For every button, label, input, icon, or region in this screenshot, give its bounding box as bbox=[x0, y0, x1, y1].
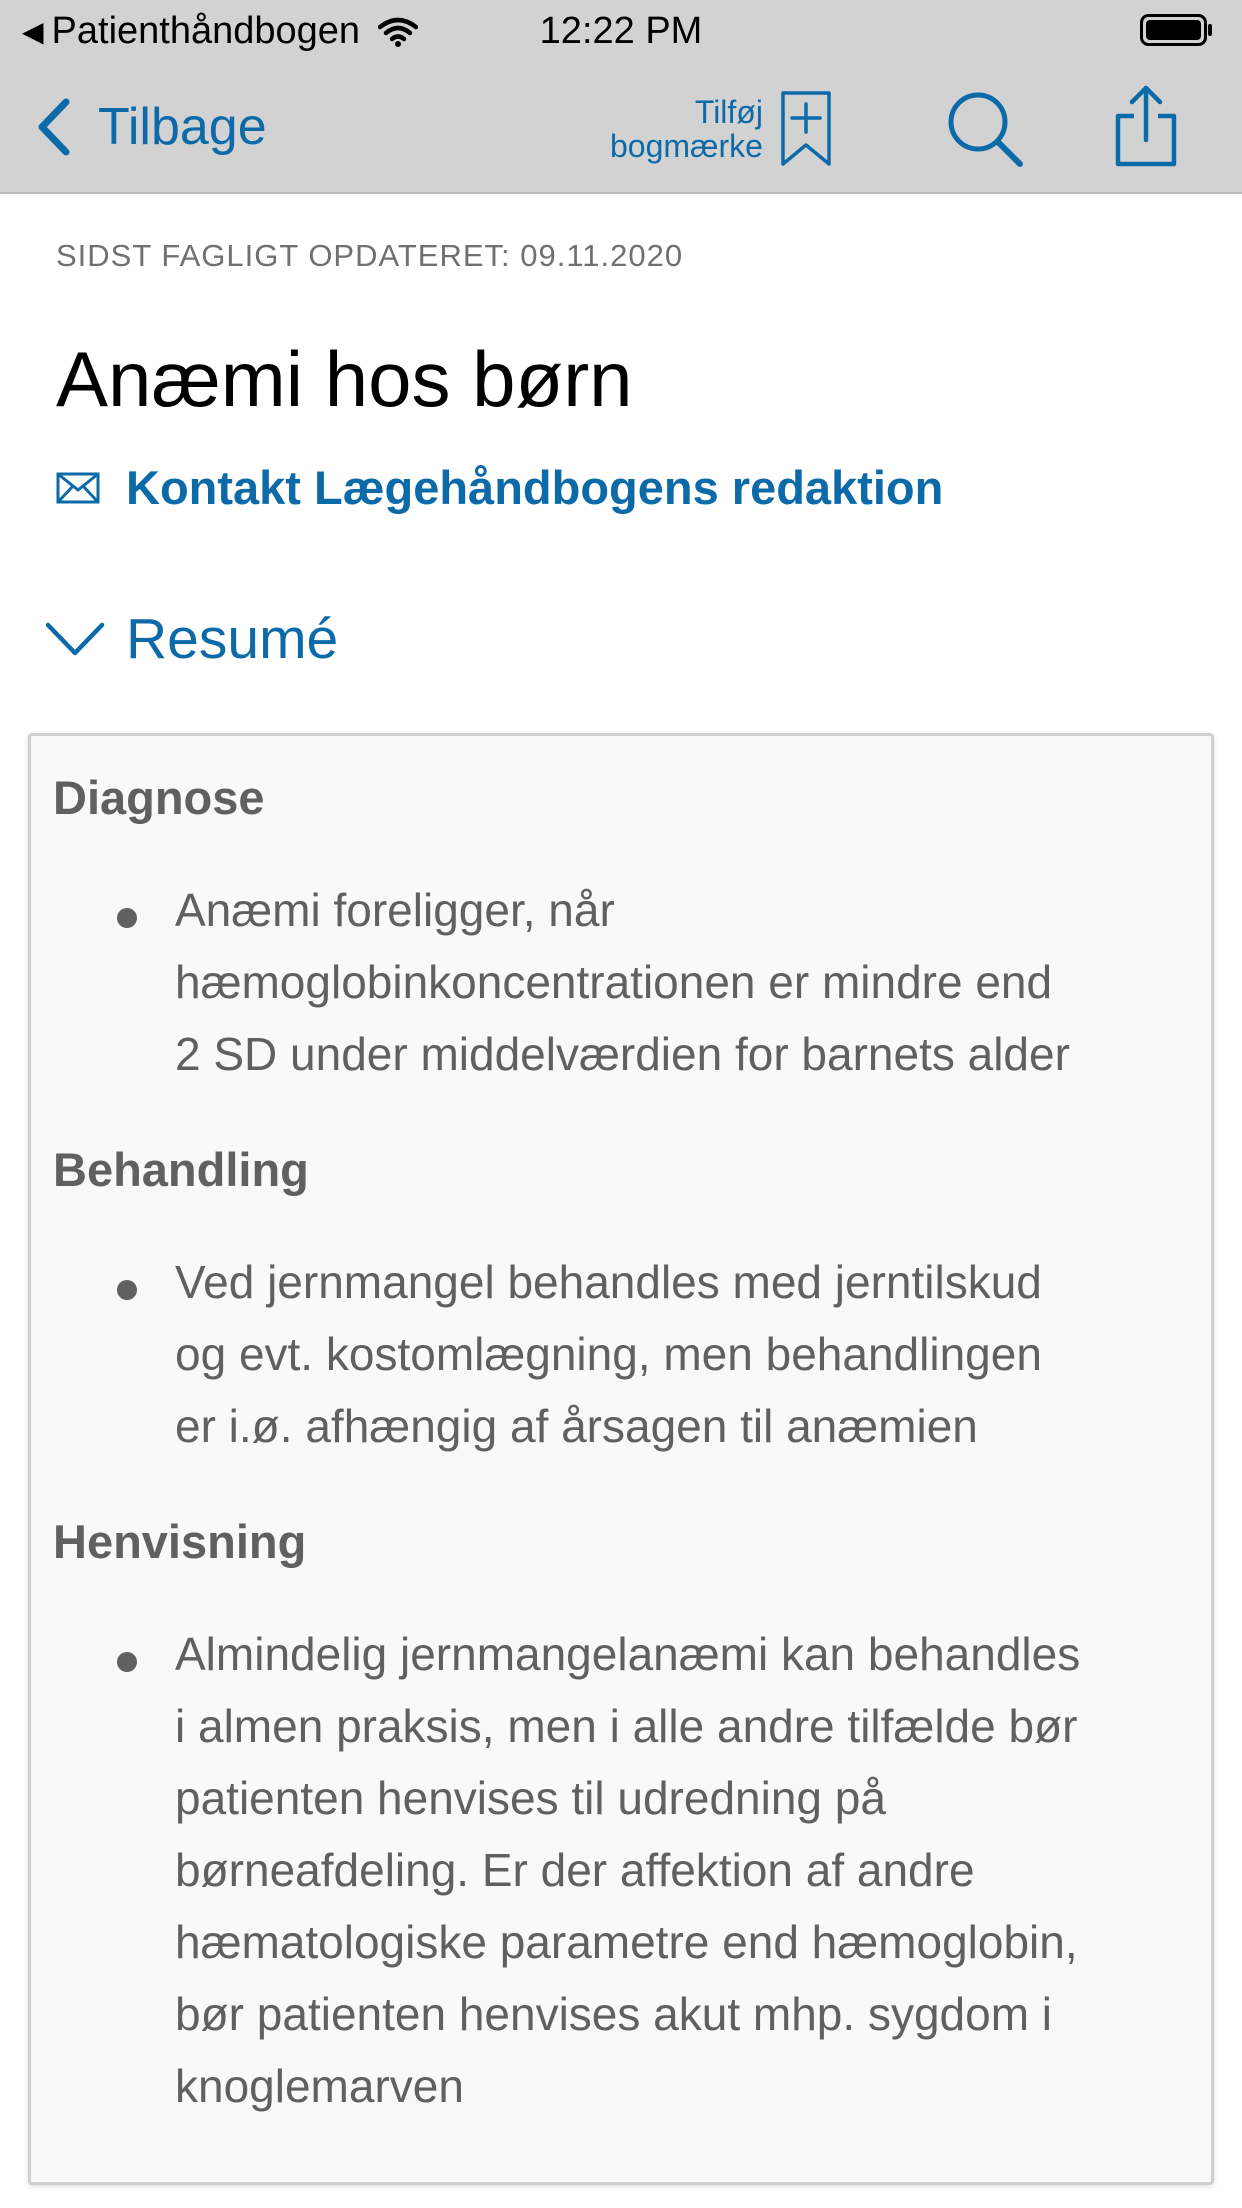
add-bookmark-label-line2: bogmærke bbox=[610, 128, 763, 164]
add-bookmark-label bbox=[610, 95, 763, 163]
share-icon[interactable] bbox=[1112, 84, 1180, 168]
status-back-app-label: Patienthåndbogen bbox=[51, 10, 361, 52]
battery-icon bbox=[1140, 14, 1214, 46]
bullet-text-line: hæmatologiske parametre end hæmoglobin, bbox=[175, 1916, 1078, 1968]
section-heading: Henvisning bbox=[53, 1515, 307, 1568]
chevron-down-icon bbox=[44, 619, 106, 659]
bullet-text-line: er i.ø. afhængig af årsagen til anæmien bbox=[175, 1400, 978, 1452]
status-bar bbox=[0, 0, 1242, 62]
bullet-text-line: i almen praksis, men i alle andre tilfælde bør bbox=[175, 1700, 1078, 1752]
last-updated-text: SIDST FAGLIGT OPDATERET: 09.11.2020 bbox=[56, 238, 684, 273]
envelope-icon bbox=[56, 472, 100, 504]
bullet-icon bbox=[117, 908, 137, 928]
bullet-text-line: knoglemarven bbox=[175, 2060, 464, 2112]
bullet-text-line: Anæmi foreligger, når bbox=[175, 884, 615, 936]
bullet-text-line: Ved jernmangel behandles med jerntilskud bbox=[175, 1256, 1042, 1308]
contact-editorial-label: Kontakt Lægehåndbogens redaktion bbox=[126, 461, 944, 514]
bullet-text bbox=[175, 874, 1195, 1090]
bullet-text-line: børneafdeling. Er der affektion af andre bbox=[175, 1844, 975, 1896]
bookmark-plus-icon bbox=[779, 90, 833, 168]
bullet-text-line: og evt. kostomlægning, men behandlingen bbox=[175, 1328, 1042, 1380]
search-icon[interactable] bbox=[944, 88, 1024, 168]
navigation-bar bbox=[0, 62, 1242, 194]
page-title: Anæmi hos børn bbox=[56, 335, 633, 423]
add-bookmark-label-line1: Tilføj bbox=[694, 94, 763, 130]
bullet-icon bbox=[117, 1280, 137, 1300]
resume-toggle-label: Resumé bbox=[126, 607, 339, 671]
back-triangle-icon: ◀ bbox=[22, 16, 44, 47]
chevron-left-icon bbox=[34, 96, 72, 158]
summary-box bbox=[28, 733, 1214, 2185]
section-heading: Behandling bbox=[53, 1143, 309, 1196]
add-bookmark-button[interactable] bbox=[610, 86, 833, 172]
bullet-text-line: 2 SD under middelværdien for barnets alder bbox=[175, 1028, 1070, 1080]
back-button[interactable] bbox=[34, 92, 267, 162]
bullet-text bbox=[175, 1246, 1195, 1462]
bullet-text-line: patienten henvises til udredning på bbox=[175, 1772, 886, 1824]
bullet-text-line: Almindelig jernmangelanæmi kan behandles bbox=[175, 1628, 1081, 1680]
bullet-text-line: bør patienten henvises akut mhp. sygdom i bbox=[175, 1988, 1053, 2040]
bullet-text-line: hæmoglobinkoncentrationen er mindre end bbox=[175, 956, 1053, 1008]
resume-toggle[interactable] bbox=[44, 606, 338, 672]
bullet-icon bbox=[117, 1652, 137, 1672]
section-heading: Diagnose bbox=[53, 771, 265, 824]
contact-editorial-link[interactable] bbox=[56, 460, 943, 515]
back-button-label: Tilbage bbox=[98, 98, 267, 156]
bullet-text bbox=[175, 1618, 1195, 2122]
status-time: 12:22 PM bbox=[539, 10, 703, 52]
